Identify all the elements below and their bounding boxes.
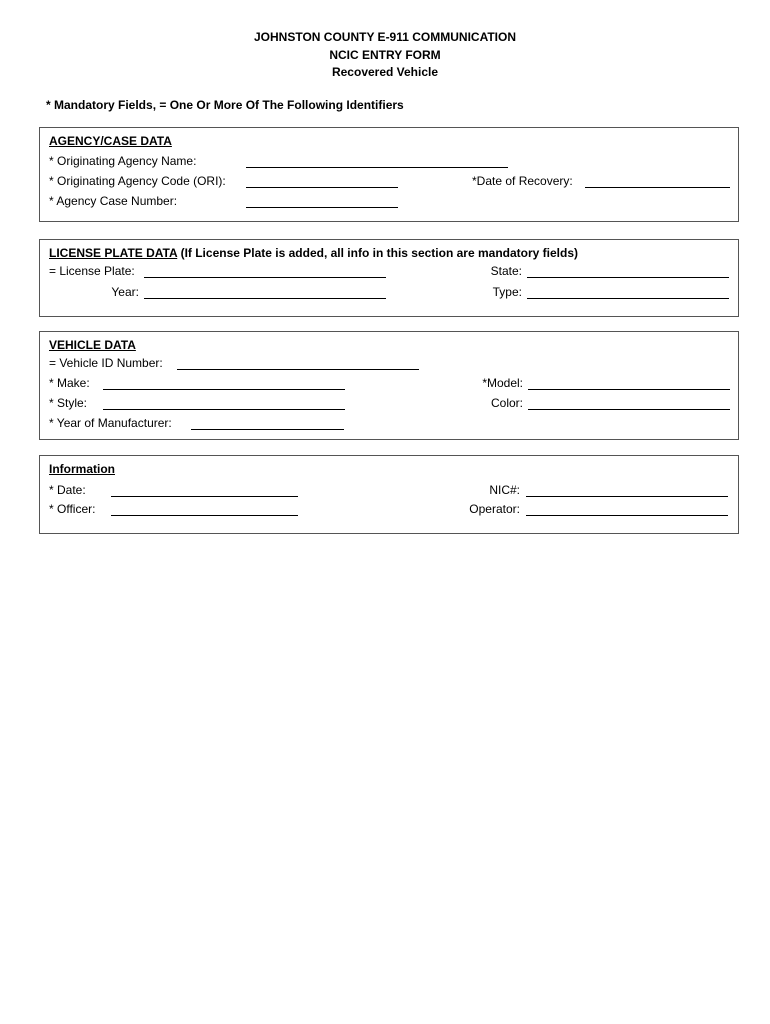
agency-name-field[interactable] (246, 154, 508, 168)
color-label: Color: (490, 396, 523, 410)
license-plate-field[interactable] (144, 264, 386, 278)
date-recovery-field[interactable] (585, 174, 730, 188)
state-label: State: (490, 264, 522, 278)
color-field[interactable] (528, 396, 730, 410)
year-mfr-field[interactable] (191, 416, 344, 430)
agency-case-section (39, 127, 739, 222)
agency-name-label: * Originating Agency Name: (49, 154, 197, 168)
agency-section-title: AGENCY/CASE DATA (49, 134, 172, 148)
officer-field[interactable] (111, 502, 298, 516)
field-legend: * Mandatory Fields, = One Or More Of The Following Identifiers (46, 98, 404, 112)
operator-label: Operator: (469, 502, 520, 516)
plate-type-label: Type: (492, 285, 522, 299)
information-section (39, 455, 739, 534)
state-field[interactable] (527, 264, 729, 278)
vehicle-section-title: VEHICLE DATA (49, 338, 136, 352)
model-field[interactable] (528, 376, 730, 390)
style-field[interactable] (103, 396, 345, 410)
nic-label: NIC#: (489, 483, 520, 497)
plate-year-label: Year: (111, 285, 139, 299)
operator-field[interactable] (526, 502, 728, 516)
style-label: * Style: (49, 396, 88, 410)
vin-field[interactable] (177, 356, 419, 370)
nic-field[interactable] (526, 483, 728, 497)
make-field[interactable] (103, 376, 345, 390)
form-header (0, 29, 770, 82)
plate-section-title: LICENSE PLATE DATA (49, 246, 178, 260)
vehicle-section (39, 331, 739, 440)
license-plate-section (39, 239, 739, 317)
info-date-label: * Date: (49, 483, 86, 497)
model-label: *Model: (482, 376, 523, 390)
vin-label: = Vehicle ID Number: (49, 356, 163, 370)
header-form-title: NCIC ENTRY FORM (329, 47, 441, 62)
info-date-field[interactable] (111, 483, 298, 497)
officer-label: * Officer: (49, 502, 96, 516)
case-number-field[interactable] (246, 194, 398, 208)
year-mfr-label: * Year of Manufacturer: (49, 416, 172, 430)
plate-year-field[interactable] (144, 285, 386, 299)
information-section-title: Information (49, 462, 115, 476)
plate-type-field[interactable] (527, 285, 729, 299)
make-label: * Make: (49, 376, 90, 390)
agency-code-label: * Originating Agency Code (ORI): (49, 174, 226, 188)
header-agency-title: JOHNSTON COUNTY E-911 COMMUNICATION (253, 30, 517, 44)
license-plate-label: = License Plate: (49, 264, 135, 278)
plate-section-heading (49, 246, 578, 260)
date-recovery-label: *Date of Recovery: (472, 174, 573, 188)
case-number-label: * Agency Case Number: (49, 194, 178, 208)
plate-section-note: (If License Plate is added, all info in this section are mandatory fields) (177, 246, 578, 260)
header-form-subtitle: Recovered Vehicle (331, 65, 439, 79)
agency-code-field[interactable] (246, 174, 398, 188)
